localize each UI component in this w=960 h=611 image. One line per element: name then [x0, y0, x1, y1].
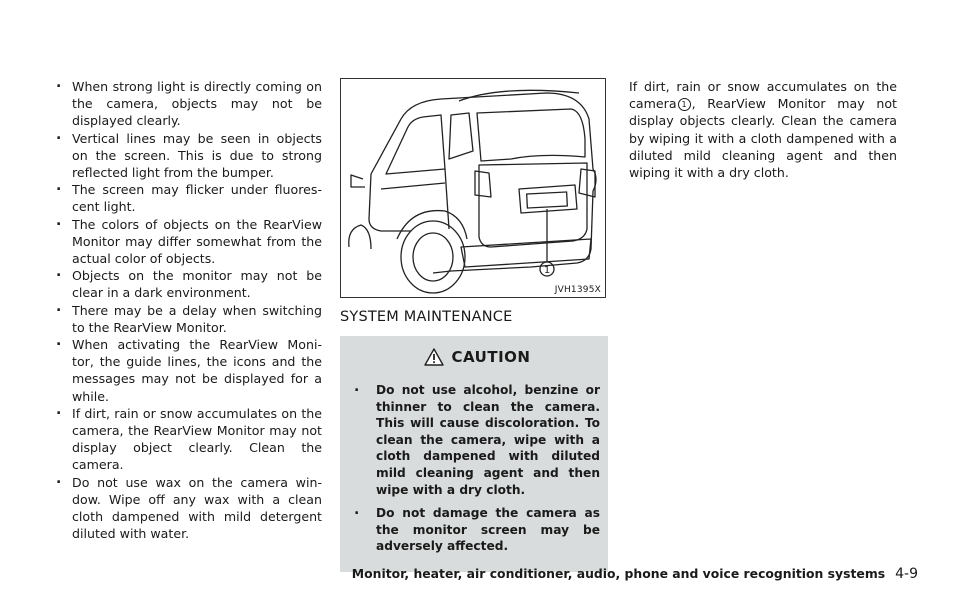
- callout-1-label: 1: [543, 265, 551, 276]
- caution-box: [340, 336, 608, 572]
- figure-code: JVH1395X: [554, 285, 601, 295]
- footer-section-label: Monitor, heater, air conditioner, audio, phone and voice recognition systems: [351, 566, 886, 581]
- list-item: . Objects on the monitor may not be clear in a dark environment.: [56, 267, 322, 301]
- callout-1-marker: 1: [678, 98, 691, 111]
- list-item: . There may be a delay when switching to the RearView Monitor.: [56, 302, 322, 336]
- list-item: . Do not use wax on the camera win-dow. Wipe off any wax with a clean cloth dampened with mild detergent diluted with water.: [56, 474, 322, 543]
- middle-column: [340, 78, 608, 572]
- list-item: . When activating the RearView Moni-tor, the guide lines, the icons and the messages may not be displayed for a while.: [56, 336, 322, 405]
- warning-triangle-icon: [424, 348, 444, 366]
- caution-list: [354, 382, 600, 555]
- right-column: [629, 78, 897, 181]
- list-item: . Vertical lines may be seen in objects on the screen. This is due to strong reflected light from the bumper.: [56, 130, 322, 182]
- suv-rear-illustration: [341, 79, 607, 299]
- page-footer: [352, 566, 918, 582]
- caution-title: CAUTION: [451, 348, 531, 366]
- list-item: . The colors of objects on the RearView Monitor may differ somewhat from the actual color of objects.: [56, 216, 322, 268]
- caution-header: [354, 344, 600, 370]
- section-title: SYSTEM MAINTENANCE: [340, 309, 513, 325]
- page-number: 4-9: [895, 566, 918, 582]
- list-item: . The screen may flicker under fluores-cent light.: [56, 181, 322, 215]
- left-column: [56, 78, 322, 542]
- paragraph-text-end: , RearView Monitor may not display objects clearly. Clean the camera by wiping it with a cloth dampened with a diluted mild cleaning agent and then wiping it with a dry cloth.: [629, 96, 897, 181]
- paragraph-text-start: If dirt, rain or snow accumulates on the camera: [629, 79, 897, 112]
- caution-item: . Do not damage the camera as the monitor screen may be adversely affected.: [354, 505, 600, 555]
- rearview-notes-list: [56, 78, 322, 542]
- maintenance-paragraph: [629, 78, 897, 181]
- caution-item: . Do not use alcohol, benzine or thinner to clean the camera. This will cause discoloration. To clean the camera, wipe with a cloth dampened with diluted mild cleaning agent and then wipe with a dry cloth.: [354, 382, 600, 498]
- vehicle-rear-camera-figure: [340, 78, 606, 298]
- list-item: . When strong light is directly coming on the camera, objects may not be displayed clearly.: [56, 78, 322, 130]
- list-item: . If dirt, rain or snow accumulates on the camera, the RearView Monitor may not display object clearly. Clean the camera.: [56, 405, 322, 474]
